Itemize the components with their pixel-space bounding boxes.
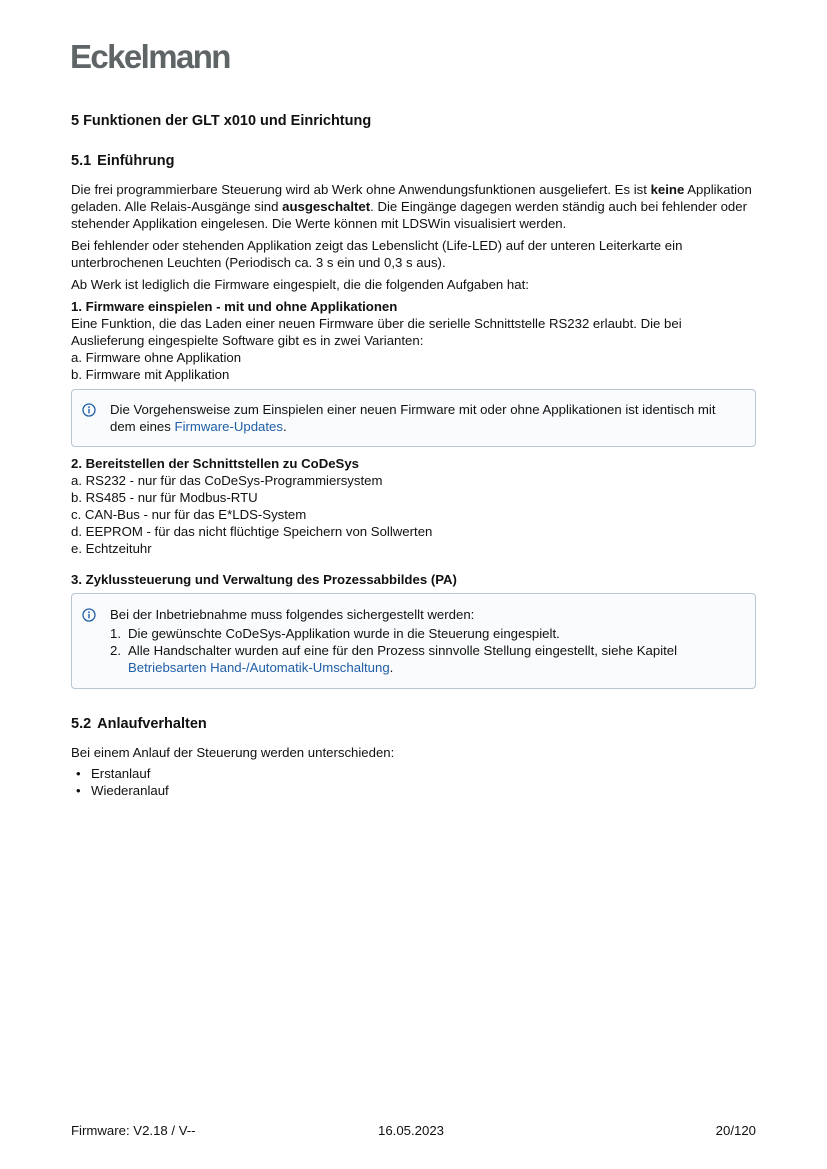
task-item: c. CAN-Bus - nur für das E*LDS-System <box>71 507 307 522</box>
list-text-wrapper <box>128 642 743 676</box>
chapter-title-text: Funktionen der GLT x010 und Einrichtung <box>83 113 372 129</box>
task-heading: 1. Firmware einspielen - mit und ohne Applikationen <box>71 299 398 314</box>
bold-keine: keine <box>650 182 685 197</box>
note-body <box>110 606 743 676</box>
footer-page-number: 20/120 <box>715 1123 756 1138</box>
task-heading: 3. Zyklussteuerung und Verwaltung des Prozessabbildes (PA) <box>71 572 457 587</box>
list-item <box>110 625 743 642</box>
life-led-paragraph: Bei fehlender oder stehenden Applikation zeigt das Lebenslicht (Life-LED) auf der unteren Leiterkarte ein unterbrochenen Leuchten (Periodisch ca. 3 s ein und 0,3 s aus). <box>71 238 683 270</box>
list-number: 1. <box>110 626 121 641</box>
commissioning-list <box>110 625 743 676</box>
task-interfaces <box>71 455 756 557</box>
bullet-icon: • <box>76 783 81 798</box>
info-icon <box>82 403 96 417</box>
page-content <box>71 112 756 799</box>
footer-date: 16.05.2023 <box>378 1123 445 1138</box>
list-text: Wiederanlauf <box>91 783 169 798</box>
list-number: 2. <box>110 643 121 658</box>
list-text: . <box>389 660 394 675</box>
betriebsarten-link[interactable]: Betriebsarten Hand-/Automatik-Umschaltung <box>128 660 390 675</box>
list-item <box>71 782 756 799</box>
intro-paragraph <box>71 181 756 232</box>
task-firmware <box>71 298 756 383</box>
list-item <box>71 765 756 782</box>
task-item: b. RS485 - nur für Modbus-RTU <box>71 490 258 505</box>
list-item <box>110 642 743 676</box>
page-footer <box>71 1122 756 1139</box>
text-span: Applikation geladen. Alle Relais-Ausgänge sind <box>71 182 752 214</box>
startup-intro: Bei einem Anlauf der Steuerung werden unterschieden: <box>71 745 395 760</box>
section-title-text: Anlaufverhalten <box>97 716 207 732</box>
task-item: a. RS232 - nur für das CoDeSys-Programmiersystem <box>71 473 383 488</box>
section-number: 5.1 <box>71 153 92 169</box>
info-note-firmware-update <box>71 389 756 447</box>
chapter-number: 5 <box>71 113 80 129</box>
list-text: Erstanlauf <box>91 766 151 781</box>
task-item: b. Firmware mit Applikation <box>71 367 230 382</box>
note-body <box>110 401 743 435</box>
tasks-intro-paragraph: Ab Werk ist lediglich die Firmware eingespielt, die die folgenden Aufgaben hat: <box>71 277 529 292</box>
section-number: 5.2 <box>71 716 92 732</box>
firmware-updates-link[interactable]: Firmware-Updates <box>174 419 283 434</box>
task-item: e. Echtzeituhr <box>71 541 152 556</box>
info-icon <box>82 608 96 622</box>
info-note-commissioning <box>71 593 756 689</box>
bold-ausgeschaltet: ausgeschaltet <box>282 199 371 214</box>
bullet-icon: • <box>76 766 81 781</box>
task-item: d. EEPROM - für das nicht flüchtige Speichern von Sollwerten <box>71 524 433 539</box>
section-title-einfuehrung <box>71 152 756 170</box>
chapter-title <box>71 112 756 130</box>
startup-list <box>71 765 756 799</box>
task-heading: 2. Bereitstellen der Schnittstellen zu CoDeSys <box>71 456 360 471</box>
note-intro: Bei der Inbetriebnahme muss folgendes sichergestellt werden: <box>110 607 475 622</box>
text-span: . Die Eingänge dagegen werden ständig auch bei fehlender oder stehender Applikation eingelesen. Die Werte können mit LDSWin visualisiert werden. <box>71 199 747 231</box>
list-text: Alle Handschalter wurden auf eine für den Prozess sinnvolle Stellung eingestellt, siehe Kapitel <box>128 643 678 658</box>
note-text: . <box>282 419 287 434</box>
task-text: Eine Funktion, die das Laden einer neuen Firmware über die serielle Schnittstelle RS232 erlaubt. Die bei Auslieferung eingespielte Software gibt es in zwei Varianten: <box>71 316 682 348</box>
section-title-text: Einführung <box>97 153 175 169</box>
note-text: Die Vorgehensweise zum Einspielen einer neuen Firmware mit oder ohne Applikationen ist identisch mit dem eines <box>110 402 716 434</box>
footer-firmware-version: Firmware: V2.18 / V-- <box>71 1123 196 1138</box>
section-title-anlaufverhalten <box>71 715 756 733</box>
list-text: Die gewünschte CoDeSys-Applikation wurde in die Steuerung eingespielt. <box>128 626 560 641</box>
eckelmann-logo: Eckelmann <box>70 38 230 75</box>
text-span: Die frei programmierbare Steuerung wird ab Werk ohne Anwendungsfunktionen ausgeliefert. Es ist <box>71 182 651 197</box>
task-item: a. Firmware ohne Applikation <box>71 350 242 365</box>
